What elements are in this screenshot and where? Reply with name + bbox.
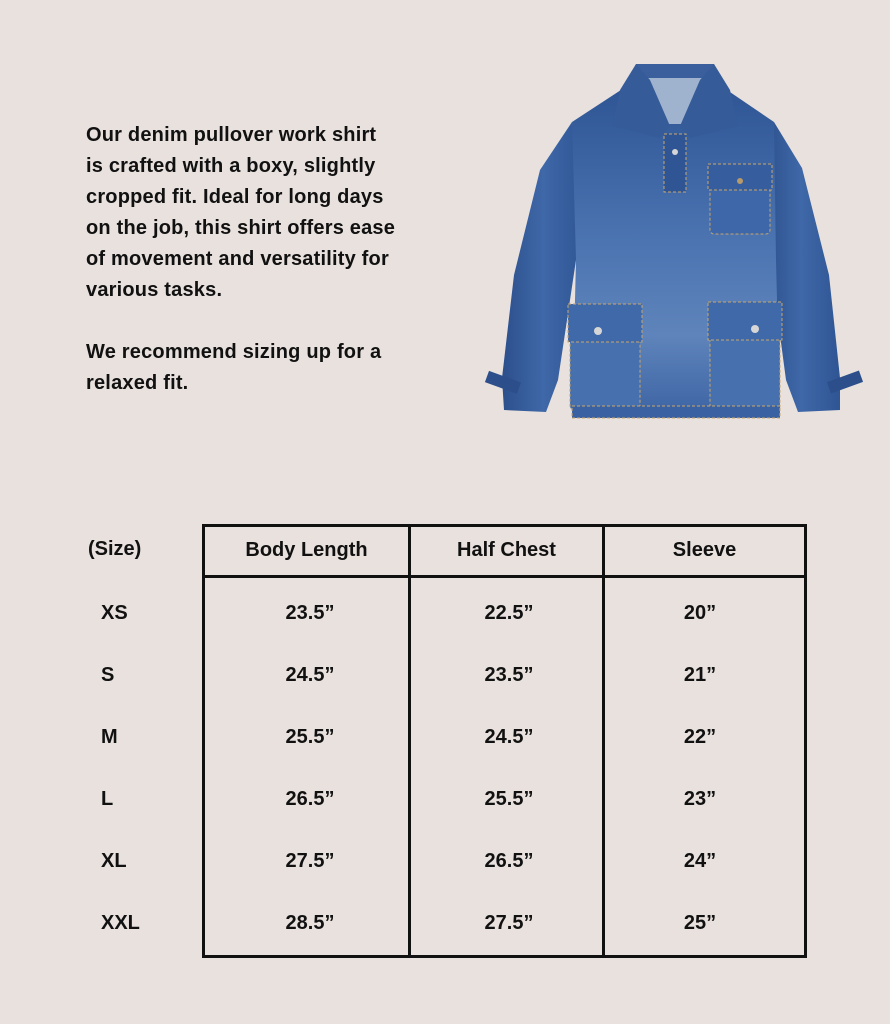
cell-half-chest: 26.5”	[484, 850, 534, 872]
size-label-l: L	[101, 788, 114, 810]
cell-half-chest: 23.5”	[484, 664, 534, 686]
cell-sleeve: 23”	[683, 788, 717, 810]
cell-body-length: 28.5”	[285, 912, 335, 934]
cell-sleeve: 25”	[683, 912, 717, 934]
placket-button	[672, 149, 678, 155]
denim-shirt-image	[484, 60, 868, 424]
cell-body-length: 25.5”	[285, 726, 335, 748]
description-line: We recommend sizing up for a	[86, 341, 382, 363]
lower-right-pocket-button	[751, 325, 759, 333]
size-label-xs: XS	[101, 602, 128, 624]
size-label-m: M	[101, 726, 118, 748]
cell-half-chest: 27.5”	[484, 912, 534, 934]
cell-body-length: 24.5”	[285, 664, 335, 686]
lower-left-pocket-button	[594, 327, 602, 335]
description-line: is crafted with a boxy, slightly	[86, 155, 376, 177]
cell-half-chest: 25.5”	[484, 788, 534, 810]
cell-half-chest: 22.5”	[484, 602, 534, 624]
description-line: various tasks.	[86, 279, 223, 301]
description-line: on the job, this shirt offers ease	[86, 217, 396, 239]
shirt-hem	[572, 406, 780, 418]
description-line: relaxed fit.	[86, 372, 189, 394]
size-label-xl: XL	[101, 850, 127, 872]
header-divider	[205, 575, 804, 578]
description-line: of movement and versatility for	[86, 248, 389, 270]
cell-sleeve: 22”	[683, 726, 717, 748]
cell-body-length: 26.5”	[285, 788, 335, 810]
cell-sleeve: 24”	[683, 850, 717, 872]
lower-left-pocket-flap	[568, 304, 642, 342]
cell-body-length: 27.5”	[285, 850, 335, 872]
description-paragraph-recommendation	[86, 337, 446, 399]
chest-pocket-button	[737, 178, 743, 184]
cell-sleeve: 21”	[683, 664, 717, 686]
column-header-body-length: Body Length	[245, 539, 368, 561]
column-header-sleeve: Sleeve	[672, 539, 737, 561]
size-label-s: S	[101, 664, 115, 686]
cell-half-chest: 24.5”	[484, 726, 534, 748]
description-paragraph-fit	[86, 120, 446, 306]
column-header-half-chest: Half Chest	[457, 539, 556, 561]
cell-sleeve: 20”	[683, 602, 717, 624]
chest-pocket-flap	[708, 164, 772, 190]
description-line: Our denim pullover work shirt	[86, 124, 377, 146]
cell-body-length: 23.5”	[285, 602, 335, 624]
size-chart-table	[202, 524, 807, 958]
product-description	[86, 120, 446, 399]
size-column-heading: (Size)	[88, 538, 142, 560]
lower-right-pocket-flap	[708, 302, 782, 340]
description-line: cropped fit. Ideal for long days	[86, 186, 384, 208]
size-label-xxl: XXL	[101, 912, 140, 934]
placket	[664, 134, 686, 192]
